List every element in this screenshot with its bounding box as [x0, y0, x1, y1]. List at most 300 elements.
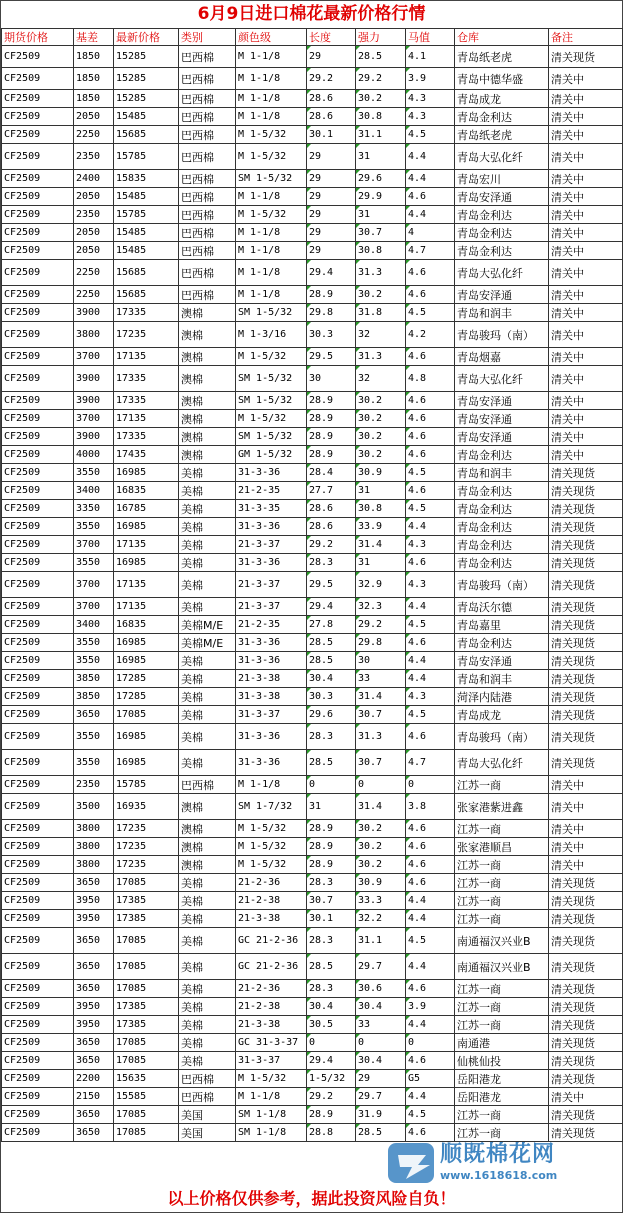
cell-basis: 3550 [74, 750, 114, 776]
cell-length: 28.9 [307, 410, 356, 428]
cell-type: 美棉M/E [179, 616, 236, 634]
cell-grade: SM 1-5/32 [236, 170, 307, 188]
cell-type: 巴西棉 [179, 188, 236, 206]
cell-type: 巴西棉 [179, 1070, 236, 1088]
cell-grade: 21-3-37 [236, 572, 307, 598]
table-row [2, 366, 623, 392]
column-header-length: 长度 [307, 29, 356, 46]
cell-length: 28.3 [307, 554, 356, 572]
cell-remark: 清关中 [549, 366, 623, 392]
cell-remark: 清关中 [549, 410, 623, 428]
cell-grade: 21-3-38 [236, 1016, 307, 1034]
cell-grade: 21-2-36 [236, 874, 307, 892]
cell-price: 17235 [114, 322, 179, 348]
cell-grade: 31-3-36 [236, 634, 307, 652]
cell-warehouse: 岳阳港龙 [455, 1070, 549, 1088]
cell-remark: 清关现货 [549, 892, 623, 910]
cell-basis: 3900 [74, 392, 114, 410]
cell-grade: 21-2-35 [236, 616, 307, 634]
cell-price: 16985 [114, 518, 179, 536]
cell-remark: 清关现货 [549, 572, 623, 598]
cell-length: 28.6 [307, 518, 356, 536]
cell-type: 美棉 [179, 892, 236, 910]
table-row [2, 750, 623, 776]
cell-warehouse: 岳阳港龙 [455, 1088, 549, 1106]
cell-type: 澳棉 [179, 794, 236, 820]
cell-basis: 1850 [74, 68, 114, 90]
cell-length: 29.8 [307, 304, 356, 322]
cell-length: 28.9 [307, 392, 356, 410]
cell-price: 16985 [114, 724, 179, 750]
cell-price: 15485 [114, 224, 179, 242]
cell-remark: 清关中 [549, 392, 623, 410]
cell-remark: 清关中 [549, 90, 623, 108]
table-row [2, 954, 623, 980]
table-row [2, 1088, 623, 1106]
cell-mic: 4.8 [406, 366, 455, 392]
cell-grade: SM 1-1/8 [236, 1124, 307, 1142]
cell-grade: M 1-5/32 [236, 820, 307, 838]
cell-strength: 31.1 [356, 126, 406, 144]
cell-grade: M 1-1/8 [236, 1088, 307, 1106]
cell-grade: 31-3-35 [236, 500, 307, 518]
cell-length: 30.5 [307, 1016, 356, 1034]
column-header-type: 类别 [179, 29, 236, 46]
table-row [2, 464, 623, 482]
cell-grade: M 1-5/32 [236, 126, 307, 144]
cell-basis: 3800 [74, 856, 114, 874]
cell-length: 28.5 [307, 634, 356, 652]
cell-futures: CF2509 [2, 446, 74, 464]
cell-price: 17085 [114, 706, 179, 724]
cell-futures: CF2509 [2, 518, 74, 536]
table-row [2, 1052, 623, 1070]
cell-strength: 30.9 [356, 464, 406, 482]
cell-warehouse: 青岛金利达 [455, 536, 549, 554]
cell-warehouse: 青岛金利达 [455, 482, 549, 500]
cell-warehouse: 江苏一商 [455, 776, 549, 794]
cell-futures: CF2509 [2, 1124, 74, 1142]
cell-price: 17285 [114, 688, 179, 706]
cell-grade: M 1-1/8 [236, 90, 307, 108]
table-header-row [2, 29, 623, 46]
column-header-warehouse: 仓库 [455, 29, 549, 46]
cell-type: 巴西棉 [179, 1088, 236, 1106]
cell-length: 29 [307, 46, 356, 68]
cell-remark: 清关现货 [549, 928, 623, 954]
cell-length: 28.3 [307, 874, 356, 892]
cell-futures: CF2509 [2, 724, 74, 750]
cell-warehouse: 青岛金利达 [455, 518, 549, 536]
cell-warehouse: 青岛金利达 [455, 224, 549, 242]
cell-grade: M 1-5/32 [236, 348, 307, 366]
cell-basis: 2350 [74, 144, 114, 170]
cell-grade: 21-2-36 [236, 980, 307, 998]
cell-strength: 29.2 [356, 616, 406, 634]
table-row [2, 68, 623, 90]
column-header-futures: 期货价格 [2, 29, 74, 46]
cell-remark: 清关现货 [549, 598, 623, 616]
cell-futures: CF2509 [2, 68, 74, 90]
cell-type: 美棉 [179, 554, 236, 572]
cell-type: 澳棉 [179, 304, 236, 322]
cell-warehouse: 青岛和润丰 [455, 464, 549, 482]
cell-type: 美棉 [179, 572, 236, 598]
cell-length: 30.4 [307, 670, 356, 688]
cell-remark: 清关现货 [549, 482, 623, 500]
table-row [2, 46, 623, 68]
table-row [2, 910, 623, 928]
cell-mic: 4.6 [406, 554, 455, 572]
cell-futures: CF2509 [2, 1106, 74, 1124]
cell-price: 17135 [114, 348, 179, 366]
table-row [2, 90, 623, 108]
cell-basis: 3700 [74, 536, 114, 554]
cell-mic: 4.6 [406, 348, 455, 366]
cell-type: 巴西棉 [179, 260, 236, 286]
cell-grade: SM 1-5/32 [236, 392, 307, 410]
cell-strength: 30.2 [356, 286, 406, 304]
cell-mic: 4.1 [406, 46, 455, 68]
column-header-remark: 备注 [549, 29, 623, 46]
cell-grade: GM 1-5/32 [236, 446, 307, 464]
cell-type: 美棉 [179, 954, 236, 980]
table-row [2, 224, 623, 242]
table-row [2, 838, 623, 856]
cell-strength: 29.9 [356, 188, 406, 206]
cell-remark: 清关现货 [549, 1124, 623, 1142]
cell-basis: 3350 [74, 500, 114, 518]
watermark-site-url: www.1618618.com [440, 1169, 558, 1182]
table-row [2, 1106, 623, 1124]
cell-basis: 3550 [74, 652, 114, 670]
cell-type: 美棉 [179, 1034, 236, 1052]
cell-basis: 3850 [74, 670, 114, 688]
cell-price: 17085 [114, 1052, 179, 1070]
cell-futures: CF2509 [2, 126, 74, 144]
cell-mic: 4.5 [406, 1106, 455, 1124]
cell-basis: 3550 [74, 724, 114, 750]
cell-mic: 4.6 [406, 260, 455, 286]
cell-futures: CF2509 [2, 170, 74, 188]
cell-grade: GC 21-2-36 [236, 928, 307, 954]
cell-warehouse: 青岛和润丰 [455, 304, 549, 322]
cell-length: 30.1 [307, 910, 356, 928]
cell-length: 27.7 [307, 482, 356, 500]
table-row [2, 998, 623, 1016]
cell-basis: 3700 [74, 348, 114, 366]
cell-futures: CF2509 [2, 392, 74, 410]
cell-grade: 31-3-36 [236, 554, 307, 572]
cell-length: 29.2 [307, 1088, 356, 1106]
cell-basis: 2350 [74, 776, 114, 794]
cell-futures: CF2509 [2, 616, 74, 634]
cell-price: 16935 [114, 794, 179, 820]
cell-remark: 清关现货 [549, 1052, 623, 1070]
table-row [2, 980, 623, 998]
cell-warehouse: 青岛金利达 [455, 206, 549, 224]
cell-type: 巴西棉 [179, 68, 236, 90]
cell-strength: 30.8 [356, 500, 406, 518]
cell-futures: CF2509 [2, 998, 74, 1016]
cell-remark: 清关现货 [549, 910, 623, 928]
cell-futures: CF2509 [2, 554, 74, 572]
cell-mic: 4.4 [406, 1088, 455, 1106]
cell-mic: 4.4 [406, 892, 455, 910]
cell-futures: CF2509 [2, 838, 74, 856]
cell-price: 15585 [114, 1088, 179, 1106]
cell-futures: CF2509 [2, 1034, 74, 1052]
cell-price: 17135 [114, 572, 179, 598]
cell-grade: M 1-1/8 [236, 224, 307, 242]
cell-price: 15685 [114, 260, 179, 286]
cell-strength: 30.4 [356, 998, 406, 1016]
cell-remark: 清关现货 [549, 634, 623, 652]
table-row [2, 410, 623, 428]
cell-type: 巴西棉 [179, 776, 236, 794]
cell-mic: 4.4 [406, 518, 455, 536]
cell-strength: 29.8 [356, 634, 406, 652]
cell-futures: CF2509 [2, 286, 74, 304]
table-row [2, 670, 623, 688]
cell-type: 美棉 [179, 910, 236, 928]
cell-strength: 32.3 [356, 598, 406, 616]
cell-length: 28.3 [307, 980, 356, 998]
cell-remark: 清关中 [549, 144, 623, 170]
cell-strength: 30 [356, 652, 406, 670]
cell-strength: 31.3 [356, 260, 406, 286]
site-watermark [384, 1131, 620, 1189]
cell-length: 28.9 [307, 856, 356, 874]
cell-futures: CF2509 [2, 304, 74, 322]
cell-remark: 清关现货 [549, 724, 623, 750]
cell-type: 美棉 [179, 652, 236, 670]
cell-remark: 清关现货 [549, 536, 623, 554]
cell-mic: 4.4 [406, 652, 455, 670]
cell-warehouse: 江苏一商 [455, 910, 549, 928]
cell-basis: 3950 [74, 1016, 114, 1034]
cell-warehouse: 江苏一商 [455, 1016, 549, 1034]
cell-mic: 4.6 [406, 820, 455, 838]
cell-mic: 4.6 [406, 392, 455, 410]
cell-mic: 4.7 [406, 750, 455, 776]
table-row [2, 820, 623, 838]
cell-mic: 4.6 [406, 446, 455, 464]
cell-price: 15685 [114, 126, 179, 144]
cell-price: 16985 [114, 750, 179, 776]
cell-grade: SM 1-1/8 [236, 1106, 307, 1124]
cell-type: 澳棉 [179, 428, 236, 446]
cell-warehouse: 青岛骏玛（南） [455, 572, 549, 598]
cell-strength: 31.4 [356, 688, 406, 706]
cell-grade: 31-3-36 [236, 518, 307, 536]
cell-type: 美国 [179, 1124, 236, 1142]
cell-futures: CF2509 [2, 750, 74, 776]
cell-futures: CF2509 [2, 206, 74, 224]
cell-remark: 清关中 [549, 348, 623, 366]
cell-basis: 3800 [74, 838, 114, 856]
cell-warehouse: 张家港顺昌 [455, 838, 549, 856]
cell-warehouse: 青岛中德华盛 [455, 68, 549, 90]
table-row [2, 304, 623, 322]
cell-mic: 4.4 [406, 910, 455, 928]
cell-strength: 30.2 [356, 856, 406, 874]
cell-warehouse: 青岛骏玛（南） [455, 322, 549, 348]
cell-mic: 4.6 [406, 410, 455, 428]
cell-price: 16985 [114, 464, 179, 482]
cell-futures: CF2509 [2, 242, 74, 260]
cell-remark: 清关现货 [549, 1070, 623, 1088]
table-row [2, 108, 623, 126]
cell-length: 29.5 [307, 348, 356, 366]
cell-basis: 3550 [74, 518, 114, 536]
cell-remark: 清关现货 [549, 554, 623, 572]
cell-grade: 31-3-38 [236, 688, 307, 706]
cell-basis: 3900 [74, 366, 114, 392]
cell-basis: 2050 [74, 242, 114, 260]
cell-length: 28.9 [307, 820, 356, 838]
cell-strength: 30.7 [356, 224, 406, 242]
cell-price: 15785 [114, 144, 179, 170]
cell-basis: 3700 [74, 598, 114, 616]
cell-strength: 31.3 [356, 348, 406, 366]
cell-grade: 31-3-36 [236, 724, 307, 750]
cell-mic: 4.5 [406, 464, 455, 482]
cell-length: 1-5/32 [307, 1070, 356, 1088]
cell-length: 28.3 [307, 724, 356, 750]
cell-strength: 30.2 [356, 838, 406, 856]
cell-mic: 0 [406, 1034, 455, 1052]
table-row [2, 776, 623, 794]
cell-price: 17335 [114, 304, 179, 322]
table-row [2, 794, 623, 820]
cell-strength: 29.2 [356, 68, 406, 90]
cell-type: 巴西棉 [179, 286, 236, 304]
cell-strength: 33.3 [356, 892, 406, 910]
table-row [2, 1034, 623, 1052]
cell-futures: CF2509 [2, 688, 74, 706]
cell-length: 29.4 [307, 598, 356, 616]
cell-mic: 4.5 [406, 304, 455, 322]
cell-remark: 清关现货 [549, 670, 623, 688]
cell-futures: CF2509 [2, 928, 74, 954]
cell-grade: 21-3-38 [236, 670, 307, 688]
cell-mic: 0 [406, 776, 455, 794]
cell-warehouse: 青岛烟嘉 [455, 348, 549, 366]
cell-futures: CF2509 [2, 670, 74, 688]
column-header-grade: 颜色级 [236, 29, 307, 46]
cell-length: 29.2 [307, 68, 356, 90]
cell-type: 巴西棉 [179, 170, 236, 188]
cell-strength: 31 [356, 206, 406, 224]
cell-strength: 29 [356, 1070, 406, 1088]
cell-grade: 21-3-37 [236, 598, 307, 616]
cell-type: 澳棉 [179, 446, 236, 464]
cell-length: 28.6 [307, 108, 356, 126]
cell-grade: M 1-3/16 [236, 322, 307, 348]
cell-grade: 21-3-37 [236, 536, 307, 554]
cell-price: 15485 [114, 108, 179, 126]
table-row [2, 688, 623, 706]
cell-length: 28.5 [307, 652, 356, 670]
cell-warehouse: 青岛大弘化纤 [455, 366, 549, 392]
cell-type: 美棉 [179, 874, 236, 892]
cell-futures: CF2509 [2, 598, 74, 616]
cell-grade: 21-2-38 [236, 998, 307, 1016]
cell-warehouse: 青岛沃尔德 [455, 598, 549, 616]
cell-type: 巴西棉 [179, 242, 236, 260]
cell-basis: 2200 [74, 1070, 114, 1088]
cell-length: 29 [307, 170, 356, 188]
cell-length: 30.3 [307, 688, 356, 706]
cell-mic: G5 [406, 1070, 455, 1088]
table-row [2, 126, 623, 144]
cell-futures: CF2509 [2, 46, 74, 68]
cell-strength: 0 [356, 1034, 406, 1052]
cell-remark: 清关中 [549, 224, 623, 242]
cell-warehouse: 青岛安泽通 [455, 188, 549, 206]
cell-basis: 3650 [74, 1124, 114, 1142]
cell-price: 17335 [114, 366, 179, 392]
cell-grade: 31-3-36 [236, 750, 307, 776]
cell-basis: 3900 [74, 304, 114, 322]
cell-grade: SM 1-5/32 [236, 428, 307, 446]
cell-mic: 3.8 [406, 794, 455, 820]
cell-price: 17385 [114, 998, 179, 1016]
cell-strength: 32 [356, 366, 406, 392]
cell-type: 澳棉 [179, 322, 236, 348]
cell-strength: 29.7 [356, 954, 406, 980]
cell-strength: 30.4 [356, 1052, 406, 1070]
cell-grade: M 1-1/8 [236, 776, 307, 794]
cell-strength: 31 [356, 144, 406, 170]
cell-futures: CF2509 [2, 652, 74, 670]
cell-type: 美棉 [179, 598, 236, 616]
cell-mic: 4.6 [406, 724, 455, 750]
cell-strength: 32.2 [356, 910, 406, 928]
cell-mic: 4.4 [406, 206, 455, 224]
cell-remark: 清关中 [549, 242, 623, 260]
cell-warehouse: 青岛成龙 [455, 90, 549, 108]
cell-mic: 3.9 [406, 68, 455, 90]
cell-length: 28.6 [307, 90, 356, 108]
cell-basis: 2050 [74, 108, 114, 126]
cell-length: 29 [307, 206, 356, 224]
cell-length: 30.4 [307, 998, 356, 1016]
cell-warehouse: 仙桃仙投 [455, 1052, 549, 1070]
cell-futures: CF2509 [2, 536, 74, 554]
cell-grade: M 1-1/8 [236, 68, 307, 90]
cell-warehouse: 青岛金利达 [455, 500, 549, 518]
cell-futures: CF2509 [2, 90, 74, 108]
cell-futures: CF2509 [2, 572, 74, 598]
cell-futures: CF2509 [2, 910, 74, 928]
table-row [2, 724, 623, 750]
cell-futures: CF2509 [2, 874, 74, 892]
cell-mic: 4.3 [406, 90, 455, 108]
cell-length: 28.5 [307, 750, 356, 776]
cell-strength: 30.2 [356, 410, 406, 428]
cell-basis: 3400 [74, 482, 114, 500]
cell-grade: SM 1-5/32 [236, 366, 307, 392]
cell-warehouse: 青岛嘉里 [455, 616, 549, 634]
cell-length: 30.3 [307, 322, 356, 348]
cell-price: 17085 [114, 954, 179, 980]
cell-type: 美棉 [179, 536, 236, 554]
cell-futures: CF2509 [2, 428, 74, 446]
cell-length: 0 [307, 1034, 356, 1052]
cell-price: 17235 [114, 820, 179, 838]
